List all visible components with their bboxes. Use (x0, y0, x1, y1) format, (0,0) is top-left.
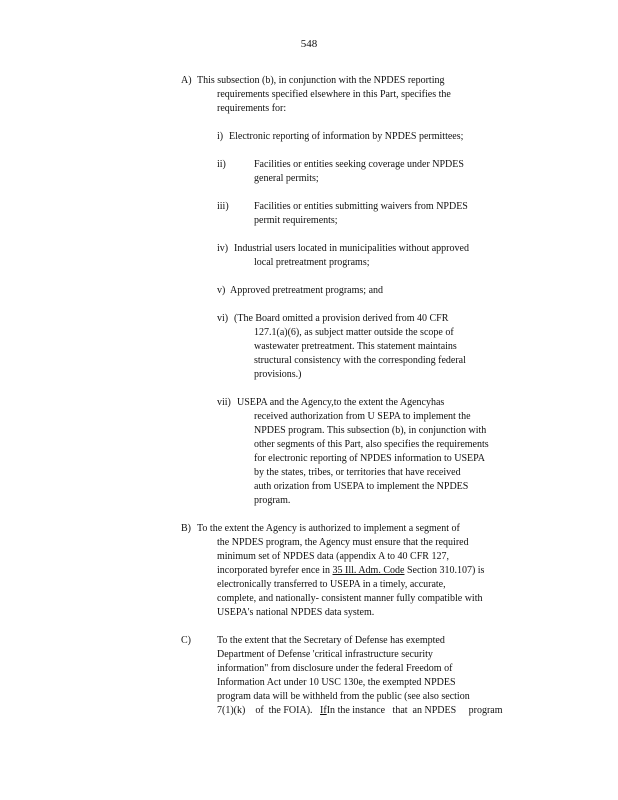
item-vii-line-4: other segments of this Part, also specifies the requirements (254, 439, 489, 450)
item-iv-label: iv) (217, 243, 229, 254)
item-vi-label: vi) (217, 313, 229, 324)
item-vi-line-4: structural consistency with the corresponding federal (254, 355, 466, 366)
item-i-line-1: Electronic reporting of information by NPDES permittees; (229, 131, 464, 142)
item-ii-line-2: general permits; (254, 173, 319, 184)
paragraph-b-line-6: complete, and nationally- consistent manner fully compatible with (217, 593, 483, 604)
item-iv-line-1: Industrial users located in municipalities without approved (234, 243, 469, 254)
paragraph-b-line-3: minimum set of NPDES data (appendix A to 40 CFR 127, (217, 551, 449, 562)
paragraph-c-line-2: Department of Defense 'critical infrastructure security (217, 649, 433, 660)
paragraph-b-line-4-end: Section 310.107) is (404, 565, 485, 576)
inserted-word-if: If (320, 705, 327, 716)
paragraph-c-line-6 (217, 704, 517, 717)
item-iii-line-1: Facilities or entities submitting waivers from NPDES (254, 201, 468, 212)
paragraph-c-line-4: Information Act under 10 USC 130e, the exempted NPDES (217, 677, 456, 688)
item-vi-line-3: wastewater pretreatment. This statement maintains (254, 341, 457, 352)
item-vi-line-2: 127.1(a)(6), as subject matter outside the scope of (254, 327, 454, 338)
paragraph-c-line-1: To the extent that the Secretary of Defense has exempted (217, 635, 445, 646)
paragraph-b-label: B) (181, 523, 191, 534)
paragraph-b-line-7: USEPA's national NPDES data system. (217, 607, 375, 618)
item-v-line-1: Approved pretreatment programs; and (230, 285, 384, 296)
paragraph-b-line-4 (217, 564, 537, 577)
paragraph-c-line-6-start: 7(1)(k) of the FOIA). (217, 705, 313, 716)
item-ii-label: ii) (217, 159, 226, 170)
paragraph-b-line-2: the NPDES program, the Agency must ensure that the required (217, 537, 469, 548)
item-vi-line-5: provisions.) (254, 369, 302, 380)
cross-reference-link[interactable]: 35 Ill. Adm. Code (332, 565, 405, 576)
item-vii-line-7: auth orization from USEPA to implement the NPDES (254, 481, 469, 492)
paragraph-c-line-6-end: the instance that an NPDES program (337, 705, 503, 716)
paragraph-b-line-4-start: incorporated byrefer ence in (217, 565, 330, 576)
paragraph-b-line-5: electronically transferred to USEPA in a timely, accurate, (217, 579, 446, 590)
item-vii-label: vii) (217, 397, 231, 408)
page-number: 548 (300, 38, 318, 50)
item-vii-line-2: received authorization from U SEPA to implement the (254, 411, 471, 422)
inserted-word-in: In (326, 705, 336, 716)
item-vi-line-1: (The Board omitted a provision derived from 40 CFR (234, 313, 449, 324)
paragraph-c-line-3: information" from disclosure under the federal Freedom of (217, 663, 453, 674)
item-vii-line-1: USEPA and the Agency,to the extent the Agencyhas (237, 397, 445, 408)
paragraph-a-line-2: requirements specified elsewhere in this Part, specifies the (217, 89, 451, 100)
paragraph-c-label: C) (181, 635, 191, 646)
item-vii-line-3: NPDES program. This subsection (b), in conjunction with (254, 425, 487, 436)
item-i-label: i) (217, 131, 224, 142)
paragraph-c-line-5: program data will be withheld from the public (see also section (217, 691, 470, 702)
item-iii-label: iii) (217, 201, 229, 212)
item-iii-line-2: permit requirements; (254, 215, 338, 226)
item-ii-line-1: Facilities or entities seeking coverage under NPDES (254, 159, 464, 170)
paragraph-a-line-1: This subsection (b), in conjunction with the NPDES reporting (197, 75, 445, 86)
item-vii-line-8: program. (254, 495, 291, 506)
item-v-label: v) (217, 285, 226, 296)
paragraph-a-line-3: requirements for: (217, 103, 287, 114)
item-vii-line-5: for electronic reporting of NPDES information to USEPA (254, 453, 485, 464)
item-iv-line-2: local pretreatment programs; (254, 257, 370, 268)
item-vii-line-6: by the states, tribes, or territories that have received (254, 467, 461, 478)
paragraph-b-line-1: To the extent the Agency is authorized to implement a segment of (197, 523, 460, 534)
paragraph-a-label: A) (181, 75, 192, 86)
